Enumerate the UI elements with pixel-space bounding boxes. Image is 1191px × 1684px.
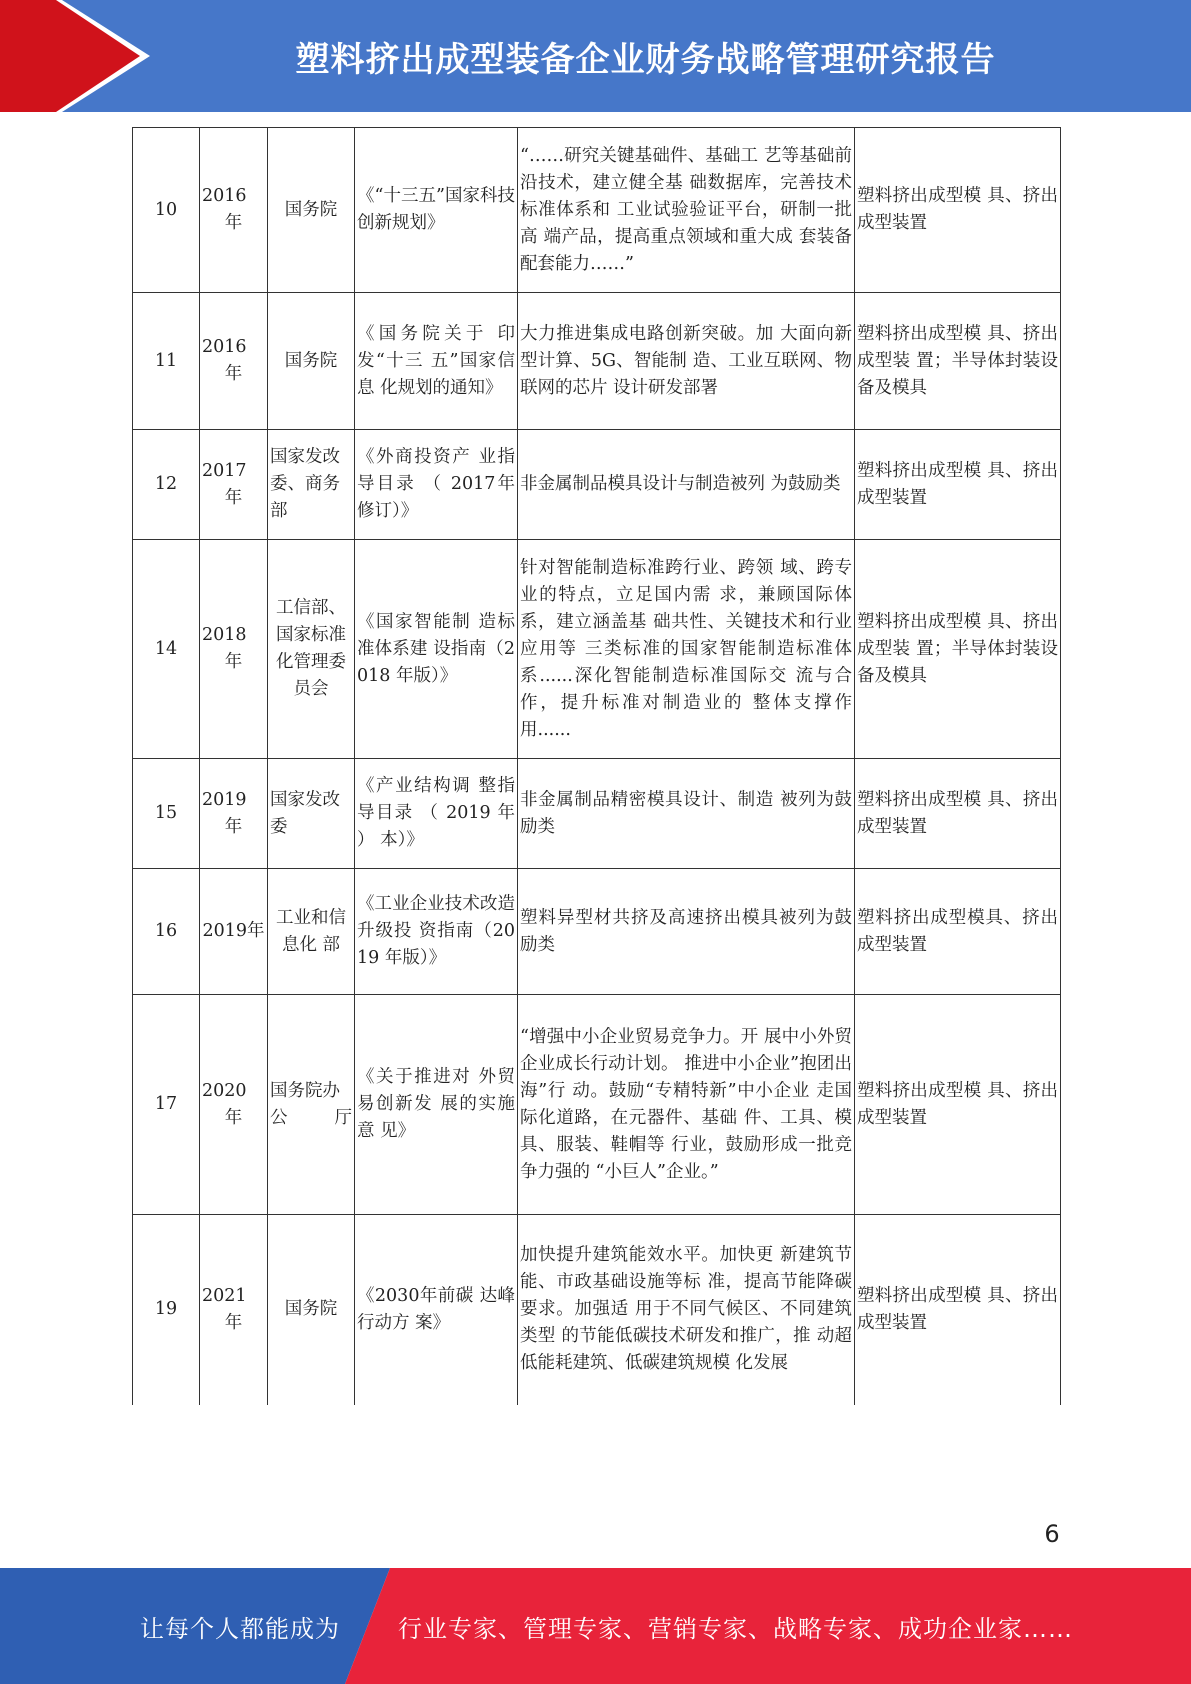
row-number: 19 <box>133 1215 200 1405</box>
row-number: 11 <box>133 293 200 430</box>
row-content: 非金属制品精密模具设计、制造 被列为鼓励类 <box>518 759 855 869</box>
table-row <box>133 1215 1061 1405</box>
row-product: 塑料挤出成型模 具、挤出成型装 置；半导体封装设 备及模具 <box>855 540 1061 759</box>
row-department: 工业和信息化 部 <box>268 869 355 995</box>
table-row <box>133 759 1061 869</box>
row-document: 《国务院关于 印发“十三 五”国家信息 化规划的通知》 <box>355 293 518 430</box>
row-number: 15 <box>133 759 200 869</box>
row-number: 12 <box>133 430 200 540</box>
row-product: 塑料挤出成型模 具、挤出成型装置 <box>855 995 1061 1215</box>
row-document: 《产业结构调 整指导目录 （ 2019 年 ） 本）》 <box>355 759 518 869</box>
row-product: 塑料挤出成型模 具、挤出成型装置 <box>855 128 1061 293</box>
row-department: 国务院 <box>268 1215 355 1405</box>
row-year: 2016 年 <box>200 293 268 430</box>
row-content: 大力推进集成电路创新突破。加 大面向新型计算、5G、智能制 造、工业互联网、物联网的芯片 设计研发部署 <box>518 293 855 430</box>
table-row <box>133 430 1061 540</box>
row-year: 2017 年 <box>200 430 268 540</box>
row-department: 国务院办公厅 <box>268 995 355 1215</box>
row-product: 塑料挤出成型模 具、挤出成型装置 <box>855 430 1061 540</box>
row-product: 塑料挤出成型模 具、挤出成型装 置；半导体封装设 备及模具 <box>855 293 1061 430</box>
footer-slogan-left: 让每个人都能成为 <box>140 1614 340 1643</box>
row-product: 塑料挤出成型模 具、挤出成型装置 <box>855 1215 1061 1405</box>
row-year: 2019年 <box>200 869 268 995</box>
row-content: 非金属制品模具设计与制造被列 为鼓励类 <box>518 430 855 540</box>
header-arrow-icon <box>0 0 150 112</box>
row-content: 针对智能制造标准跨行业、跨领 域、跨专业的特点，立足国内需 求，兼顾国际体系，建立涵盖基 础共性、关键技术和行业应用等 三类标准的国家智能制造标准体 系......深化智能制造标准国际交 流与合作，提升标准对制造业的 整体支撑作用...... <box>518 540 855 759</box>
row-document: 《关于推进对 外贸易创新发 展的实施意 见》 <box>355 995 518 1215</box>
page-number: 6 <box>1044 1520 1060 1548</box>
row-number: 10 <box>133 128 200 293</box>
row-department: 国家发改委 <box>268 759 355 869</box>
row-content: 加快提升建筑能效水平。加快更 新建筑节能、市政基础设施等标 准，提高节能降碳要求。加强适 用于不同气候区、不同建筑类型 的节能低碳技术研发和推广，推 动超低能耗建筑、低碳建筑规模 化发展 <box>518 1215 855 1405</box>
row-number: 17 <box>133 995 200 1215</box>
row-number: 14 <box>133 540 200 759</box>
row-product: 塑料挤出成型模具、挤出成型装置 <box>855 869 1061 995</box>
header-banner <box>0 0 1191 112</box>
table-row <box>133 293 1061 430</box>
row-year: 2019 年 <box>200 759 268 869</box>
row-department: 国务院 <box>268 293 355 430</box>
row-content: “增强中小企业贸易竞争力。开 展中小外贸企业成长行动计划。 推进中小企业”抱团出海”行 动。鼓励“专精特新”中小企业 走国际化道路，在元器件、基础 件、工具、模具、服装、鞋帽等 行业，鼓励形成一批竞争力强的 “小巨人”企业。” <box>518 995 855 1215</box>
row-document: 《外商投资产 业指导目录 （ 2017年 修订）》 <box>355 430 518 540</box>
row-department: 工信部、国家标准化管理委员会 <box>268 540 355 759</box>
table-row <box>133 540 1061 759</box>
policy-table <box>132 127 1061 1405</box>
row-year: 2021 年 <box>200 1215 268 1405</box>
header-title-text: 塑料挤出成型装备企业财务战略管理研究报告 <box>295 39 996 80</box>
row-product: 塑料挤出成型模 具、挤出成型装置 <box>855 759 1061 869</box>
row-department: 国务院 <box>268 128 355 293</box>
row-year: 2016 年 <box>200 128 268 293</box>
row-year: 2018 年 <box>200 540 268 759</box>
footer-slogan-right: 行业专家、管理专家、营销专家、战略专家、成功企业家…… <box>398 1614 1073 1643</box>
row-department: 国家发改委、商务部 <box>268 430 355 540</box>
row-year: 2020 年 <box>200 995 268 1215</box>
row-content: “……研究关键基础件、基础工 艺等基础前沿技术，建立健全基 础数据库，完善技术标准体系和 工业试验验证平台，研制一批高 端产品，提高重点领域和重大成 套装备配套能力……” <box>518 128 855 293</box>
footer-banner <box>0 1568 1191 1684</box>
page-title <box>160 0 1171 112</box>
row-document: 《国家智能制 造标准体系建 设指南（2018 年版）》 <box>355 540 518 759</box>
row-document: 《“十三五”国家科技创新规划》 <box>355 128 518 293</box>
row-number: 16 <box>133 869 200 995</box>
row-content: 塑料异型材共挤及高速挤出模具被列为鼓励类 <box>518 869 855 995</box>
row-document: 《工业企业技术改造升级投 资指南（2019 年版）》 <box>355 869 518 995</box>
table-row <box>133 869 1061 995</box>
table-row <box>133 128 1061 293</box>
row-document: 《2030年前碳 达峰行动方 案》 <box>355 1215 518 1405</box>
table-row <box>133 995 1061 1215</box>
